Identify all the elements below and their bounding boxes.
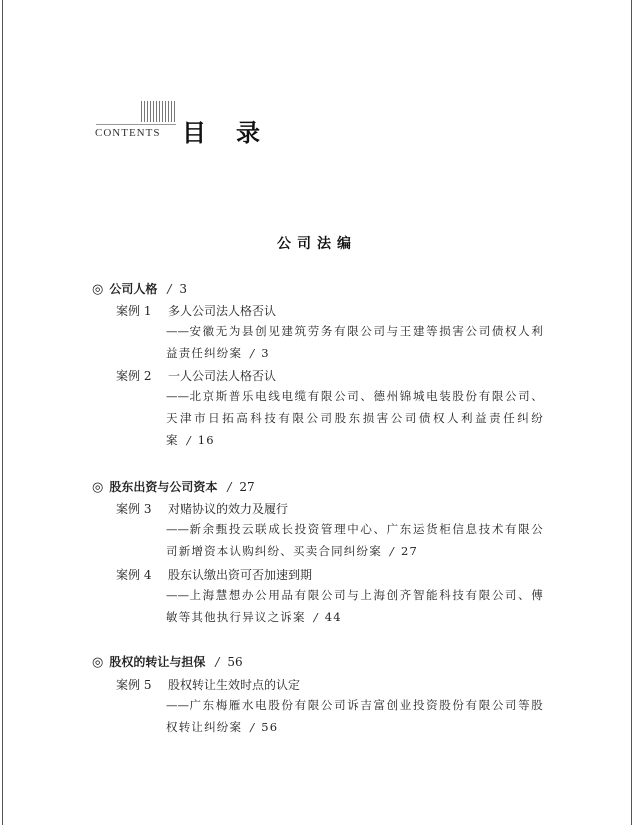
case-desc-text: 上海慧想办公用品有限公司与上海创齐智能科技有限公司、傅敏等其他执行异议之诉案 bbox=[166, 588, 544, 624]
contents-english-label: CONTENTS bbox=[95, 127, 161, 139]
case-desc-text: 安徽无为县创见建筑劳务有限公司与王建等损害公司债权人利益责任纠纷案 bbox=[166, 324, 544, 360]
case-label: 案例 3 bbox=[116, 502, 152, 516]
slash-separator: / bbox=[227, 480, 232, 494]
case-desc-text: 新余甄投云联成长投资管理中心、广东运货柜信息技术有限公司新增资本认购纠纷、买卖合同纠纷案 bbox=[166, 522, 544, 558]
slash-separator: / bbox=[215, 655, 220, 669]
dash-separator: —— bbox=[166, 324, 189, 338]
toc-case[interactable] bbox=[116, 367, 276, 385]
toc-category[interactable] bbox=[92, 280, 187, 298]
case-description bbox=[166, 320, 544, 364]
toc-title: 目录 bbox=[182, 118, 290, 147]
toc-case[interactable] bbox=[116, 566, 312, 584]
case-page: 16 bbox=[197, 433, 215, 447]
category-page: 27 bbox=[239, 480, 255, 494]
circle-bullet-icon: ◎ bbox=[92, 655, 104, 670]
slash-separator: / bbox=[167, 282, 172, 296]
case-label: 案例 4 bbox=[116, 568, 152, 582]
page-border-right bbox=[631, 0, 632, 825]
case-description bbox=[166, 694, 544, 738]
slash-separator: / bbox=[250, 720, 256, 734]
category-name: 公司人格 bbox=[109, 282, 158, 296]
slash-separator: / bbox=[313, 610, 319, 624]
case-title: 多人公司法人格否认 bbox=[168, 304, 277, 318]
case-desc-text: 广东梅雁水电股份有限公司诉吉富创业投资股份有限公司等股权转让纠纷案 bbox=[166, 698, 544, 734]
case-desc-text: 北京斯普乐电线电缆有限公司、德州锦城电装股份有限公司、天津市日拓高科技有限公司股东损害公司债权人利益责任纠纷案 bbox=[166, 389, 544, 447]
toc-case[interactable] bbox=[116, 302, 276, 320]
slash-separator: / bbox=[250, 346, 256, 360]
decorative-rule bbox=[96, 124, 176, 125]
case-description bbox=[166, 584, 544, 628]
case-label: 案例 1 bbox=[116, 304, 152, 318]
circle-bullet-icon: ◎ bbox=[92, 282, 104, 297]
dash-separator: —— bbox=[166, 588, 189, 602]
category-page: 3 bbox=[179, 282, 188, 296]
case-page: 44 bbox=[324, 610, 342, 624]
category-name: 股东出资与公司资本 bbox=[109, 480, 218, 494]
decorative-bars bbox=[141, 101, 175, 122]
case-page: 56 bbox=[261, 720, 279, 734]
toc-case[interactable] bbox=[116, 676, 300, 694]
case-title: 股东认缴出资可否加速到期 bbox=[168, 568, 313, 582]
dash-separator: —— bbox=[166, 698, 189, 712]
case-title: 对赌协议的效力及履行 bbox=[168, 502, 289, 516]
case-title: 股权转让生效时点的认定 bbox=[168, 678, 301, 692]
toc-case[interactable] bbox=[116, 500, 288, 518]
slash-separator: / bbox=[389, 544, 395, 558]
circle-bullet-icon: ◎ bbox=[92, 480, 104, 495]
category-page: 56 bbox=[227, 655, 243, 669]
page-border-left bbox=[2, 0, 3, 825]
toc-category[interactable] bbox=[92, 478, 255, 496]
dash-separator: —— bbox=[166, 522, 189, 536]
case-description bbox=[166, 518, 544, 562]
slash-separator: / bbox=[186, 433, 192, 447]
section-title: 公司法编 bbox=[277, 236, 357, 252]
category-name: 股权的转让与担保 bbox=[109, 655, 206, 669]
dash-separator: —— bbox=[166, 389, 189, 403]
case-description bbox=[166, 385, 544, 451]
toc-category[interactable] bbox=[92, 653, 243, 671]
case-label: 案例 2 bbox=[116, 369, 152, 383]
case-page: 27 bbox=[400, 544, 419, 558]
case-title: 一人公司法人格否认 bbox=[168, 369, 277, 383]
case-page: 3 bbox=[261, 346, 270, 360]
case-label: 案例 5 bbox=[116, 678, 152, 692]
